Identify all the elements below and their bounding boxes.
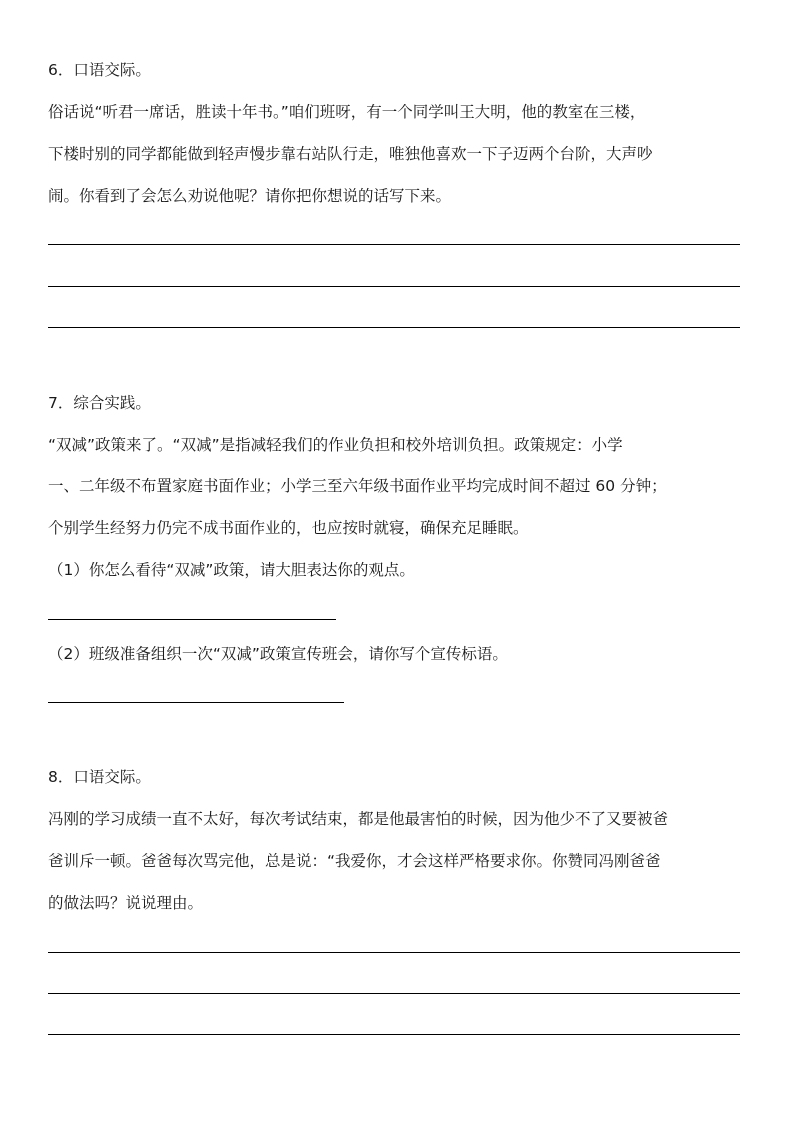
q7-heading: 7．综合实践。 bbox=[48, 394, 151, 412]
q7-line-2: 一、二年级不布置家庭书面作业；小学三至六年级书面作业平均完成时间不超过 60 分钟； bbox=[48, 477, 667, 495]
q7-sub1-answer-line[interactable] bbox=[48, 619, 336, 620]
q7-line-1: “双减”政策来了。“双减”是指减轻我们的作业负担和校外培训负担。政策规定：小学 bbox=[48, 436, 623, 454]
q8-answer-line-3[interactable] bbox=[48, 1034, 740, 1035]
q8-line-2: 爸训斥一顿。爸爸每次骂完他，总是说：“我爱你，才会这样严格要求你。你赞同冯刚爸爸 bbox=[48, 852, 661, 870]
q8-heading: 8．口语交际。 bbox=[48, 768, 151, 786]
q7-sub-question-1: （1）你怎么看待“双减”政策，请大胆表达你的观点。 bbox=[48, 561, 415, 579]
q6-line-3: 闹。你看到了会怎么劝说他呢？请你把你想说的话写下来。 bbox=[48, 187, 452, 205]
q8-answer-line-2[interactable] bbox=[48, 993, 740, 994]
q7-sub-question-2: （2）班级准备组织一次“双减”政策宣传班会，请你写个宣传标语。 bbox=[48, 645, 508, 663]
q6-answer-line-2[interactable] bbox=[48, 286, 740, 287]
q6-heading: 6．口语交际。 bbox=[48, 61, 151, 79]
q8-answer-line-1[interactable] bbox=[48, 952, 740, 953]
q6-answer-line-1[interactable] bbox=[48, 244, 740, 245]
q7-sub2-answer-line[interactable] bbox=[48, 702, 344, 703]
q6-line-2: 下楼时别的同学都能做到轻声慢步靠右站队行走，唯独他喜欢一下子迈两个台阶，大声吵 bbox=[48, 145, 653, 163]
q6-answer-line-3[interactable] bbox=[48, 327, 740, 328]
q8-line-3: 的做法吗？说说理由。 bbox=[48, 894, 204, 912]
q7-line-3: 个别学生经努力仍完不成书面作业的，也应按时就寝，确保充足睡眠。 bbox=[48, 519, 529, 537]
q6-line-1: 俗话说“听君一席话，胜读十年书。”咱们班呀，有一个同学叫王大明，他的教室在三楼， bbox=[48, 103, 646, 121]
q8-line-1: 冯刚的学习成绩一直不太好，每次考试结束，都是他最害怕的时候，因为他少不了又要被爸 bbox=[48, 810, 669, 828]
